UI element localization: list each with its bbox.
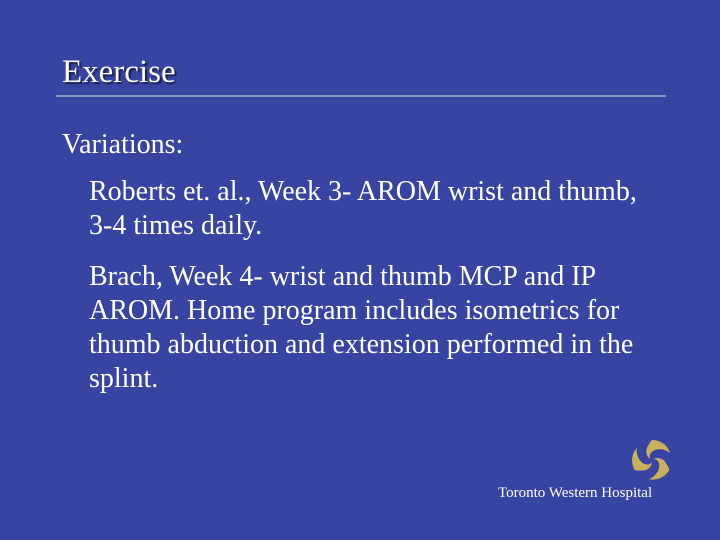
- list-item: Roberts et. al., Week 3- AROM wrist and thumb, 3-4 times daily.: [89, 176, 637, 241]
- title-divider: [56, 95, 666, 97]
- section-heading: Variations:: [62, 129, 184, 160]
- list-item: Brach, Week 4- wrist and thumb MCP and IP AROM. Home program includes isometrics for thumb abduction and extension performed in the splint.: [89, 261, 634, 394]
- swirl-logo-icon: [630, 438, 674, 482]
- slide-title: Exercise: [62, 54, 176, 90]
- organization-name: Toronto Western Hospital: [498, 485, 653, 501]
